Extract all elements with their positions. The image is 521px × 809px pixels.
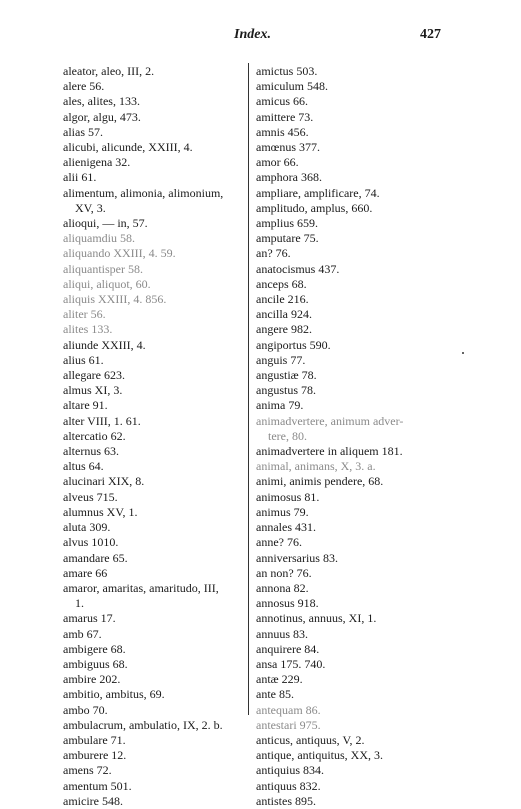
index-entry [256,368,446,383]
index-entry-text: anceps 68. [256,276,307,291]
index-entry [63,231,246,246]
index-entry-text: allegare 623. [63,368,125,383]
index-entry-text: ante 85. [256,687,294,702]
index-entry-text: ampliare, amplificare, 74. [256,185,380,200]
running-title: Index. [234,27,271,42]
index-entry [63,398,246,413]
index-entry [256,231,446,246]
index-entry-text: alimentum, alimonia, alimonium, [63,185,224,200]
index-entry-text: almus XI, 3. [63,383,123,398]
print-speck [462,352,464,354]
index-entry [63,414,246,429]
index-entry-text: angustiæ 78. [256,368,317,383]
index-entry-text: angere 982. [256,322,312,337]
index-entry-text: aleator, aleo, III, 2. [63,64,155,78]
index-entry-text: alioqui, — in, 57. [63,216,148,231]
index-entry-text: amiculum 548. [256,79,328,94]
index-entry-text: amphora 368. [256,170,322,185]
index-entry [63,794,246,809]
index-entry [63,687,246,702]
index-entry-text: aliquando XXIII, 4. 59. [63,246,176,261]
index-entry-text: anne? 76. [256,535,302,550]
index-entry [63,94,246,109]
index-entry [256,794,446,809]
index-column-right [256,64,446,809]
index-entry [256,186,446,201]
index-entry [256,64,446,79]
index-entry-text: aliter 56. [63,307,106,322]
index-entry-text: amœnus 377. [256,140,320,155]
index-entry [63,733,246,748]
index-entry-text: ales, alites, 133. [63,94,140,109]
index-entry-text: anticus, antiquus, V, 2. [256,732,365,747]
index-entry [256,125,446,140]
index-entry-text: amplius 659. [256,216,318,231]
index-entry [63,444,246,459]
index-entry-text: anguis 77. [256,352,306,367]
index-entry-text: alveus 715. [63,489,118,504]
column-divider [248,63,249,715]
index-entry [63,246,246,261]
index-entry [256,627,446,642]
index-entry-text: amandare 65. [63,550,128,565]
index-entry-text: antequam 86. [256,702,321,717]
index-entry-text: algor, algu, 473. [63,109,141,124]
index-entry-text: alius 61. [63,352,104,367]
index-entry [63,429,246,444]
index-entry-text: amictus 503. [256,64,318,78]
index-entry [63,338,246,353]
index-entry-text: alucinari XIX, 8. [63,474,145,489]
index-entry-text: animosus 81. [256,489,320,504]
index-entry [256,94,446,109]
index-entry-text: amarus 17. [63,611,116,626]
index-entry [256,322,446,337]
index-entry-text: antestari 975. [256,717,321,732]
index-entry [256,490,446,505]
index-entry-text: aliquamdiu 58. [63,231,135,246]
index-entry-text: an? 76. [256,246,291,261]
index-entry [256,672,446,687]
index-entry [256,718,446,733]
index-entry [63,383,246,398]
index-entry-text: ansa 175. 740. [256,656,326,671]
index-entry [63,535,246,550]
index-entry-text: ancilla 924. [256,307,312,322]
index-entry [256,581,446,596]
index-entry [63,262,246,277]
index-entry-text: amicus 66. [256,94,308,109]
index-entry [63,703,246,718]
index-entry [256,703,446,718]
index-entry [63,657,246,672]
index-entry [63,718,246,733]
index-entry-text: antique, antiquitus, XX, 3. [256,748,383,763]
index-entry-text: antistes 895. [256,793,316,808]
index-entry [256,110,446,125]
index-entry-text: amens 72. [63,763,112,778]
index-entry-text: annales 431. [256,520,316,535]
index-entry-text: alicubi, alicunde, XXIII, 4. [63,140,193,155]
index-entry-text: ambiguus 68. [63,656,128,671]
index-entry-text: angiportus 590. [256,337,331,352]
index-entry [256,520,446,535]
index-entry-text: amnis 456. [256,124,309,139]
index-entry [256,292,446,307]
index-entry [256,216,446,231]
index-entry-text: annuus 83. [256,626,308,641]
index-entry-text: aliunde XXIII, 4. [63,337,146,352]
index-entry-text: alumnus XV, 1. [63,504,138,519]
index-entry-text: aliquantisper 58. [63,261,143,276]
index-entry [63,186,246,216]
index-entry [256,566,446,581]
index-entry [63,642,246,657]
index-entry [256,277,446,292]
index-entry-text: alienigena 32. [63,155,131,170]
index-entry-text: ambo 70. [63,702,108,717]
index-entry-text: antæ 229. [256,672,303,687]
index-entry [256,201,446,216]
index-entry [63,474,246,489]
index-entry-text: animadvertere in aliquem 181. [256,444,403,459]
index-entry-text: alias 57. [63,124,103,139]
index-entry-text: annotinus, annuus, XI, 1. [256,611,377,626]
index-entry-text: alternus 63. [63,444,119,459]
index-entry-text: amb 67. [63,626,102,641]
index-entry [256,611,446,626]
index-entry [256,596,446,611]
index-entry [63,748,246,763]
index-entry [256,140,446,155]
index-entry-text: annona 82. [256,580,309,595]
index-entry-text: annosus 918. [256,596,319,611]
index-entry [256,414,446,444]
index-entry [63,170,246,185]
index-entry-text: ambigere 68. [63,641,126,656]
index-entry [256,338,446,353]
index-column-left [63,64,246,809]
index-entry-text: amor 66. [256,155,299,170]
index-entry-text: animal, animans, X, 3. a. [256,459,376,474]
index-entry [63,520,246,535]
index-entry [63,307,246,322]
index-entry-text: anquirere 84. [256,641,320,656]
index-entry-continuation: XV, 3. [75,200,106,215]
index-entry [63,125,246,140]
index-entry [256,246,446,261]
index-entry [63,551,246,566]
index-entry [63,368,246,383]
index-entry [256,444,446,459]
index-entry [256,657,446,672]
index-entry [63,763,246,778]
index-entry-text: amicire 548. [63,793,123,808]
index-entry-text: amare 66 [63,565,108,580]
index-entry [256,733,446,748]
index-entry [63,627,246,642]
index-entry-text: amputare 75. [256,231,319,246]
index-entry [256,642,446,657]
index-entry-text: amittere 73. [256,109,314,124]
index-entry-text: angustus 78. [256,383,316,398]
index-entry-text: amplitudo, amplus, 660. [256,200,373,215]
index-entry [256,535,446,550]
index-entry [63,277,246,292]
index-entry [63,672,246,687]
index-entry [256,307,446,322]
index-entry-text: amburere 12. [63,748,127,763]
index-entry-text: antiquius 834. [256,763,324,778]
index-entry [63,140,246,155]
index-entry-continuation: 1. [75,596,84,611]
index-entry [256,79,446,94]
index-entry [63,490,246,505]
index-entry [63,322,246,337]
index-entry [63,64,246,79]
index-entry [63,353,246,368]
index-entry [63,581,246,611]
index-entry-text: altercatio 62. [63,428,126,443]
index-entry-text: ambulacrum, ambulatio, IX, 2. b. [63,717,223,732]
index-entry-text: ambulare 71. [63,732,126,747]
index-entry [256,398,446,413]
index-entry-text: altus 64. [63,459,104,474]
index-entry [63,459,246,474]
index-entry-text: anima 79. [256,398,304,413]
index-entry [63,505,246,520]
index-entry [63,110,246,125]
index-entry [63,79,246,94]
index-entry [256,748,446,763]
index-entry [63,779,246,794]
index-entry-continuation: tere, 80. [268,428,307,443]
index-entry-text: animus 79. [256,504,309,519]
index-entry [256,551,446,566]
index-entry-text: antiquus 832. [256,778,321,793]
index-entry-text: alii 61. [63,170,97,185]
index-entry [256,170,446,185]
index-entry-text: aliquis XXIII, 4. 856. [63,292,167,307]
index-entry-text: alter VIII, 1. 61. [63,413,141,428]
index-entry [63,292,246,307]
index-entry [256,779,446,794]
index-entry [256,383,446,398]
index-entry [256,155,446,170]
index-entry-text: alites 133. [63,322,113,337]
index-entry-text: animi, animis pendere, 68. [256,474,384,489]
index-entry [256,763,446,778]
index-entry [256,353,446,368]
index-entry-text: alere 56. [63,79,105,94]
index-entry-text: animadvertere, animum adver- [256,413,404,428]
index-entry-text: ambitio, ambitus, 69. [63,687,165,702]
index-entry [256,505,446,520]
index-entry-text: altare 91. [63,398,108,413]
index-entry [256,687,446,702]
index-entry [63,216,246,231]
index-entry-text: anatocismus 437. [256,261,340,276]
index-entry-text: ancile 216. [256,292,309,307]
index-entry-text: an non? 76. [256,565,312,580]
index-entry-text: aliqui, aliquot, 60. [63,276,151,291]
index-entry-text: amentum 501. [63,778,132,793]
index-entry-text: alvus 1010. [63,535,119,550]
index-entry [63,566,246,581]
index-entry [256,262,446,277]
index-entry [256,459,446,474]
index-entry [256,474,446,489]
index-entry-text: ambire 202. [63,672,121,687]
page-number: 427 [420,27,441,42]
index-entry-text: anniversarius 83. [256,550,338,565]
index-entry [63,611,246,626]
index-entry [63,155,246,170]
index-entry-text: aluta 309. [63,520,111,535]
index-entry-text: amaror, amaritas, amaritudo, III, [63,580,219,595]
